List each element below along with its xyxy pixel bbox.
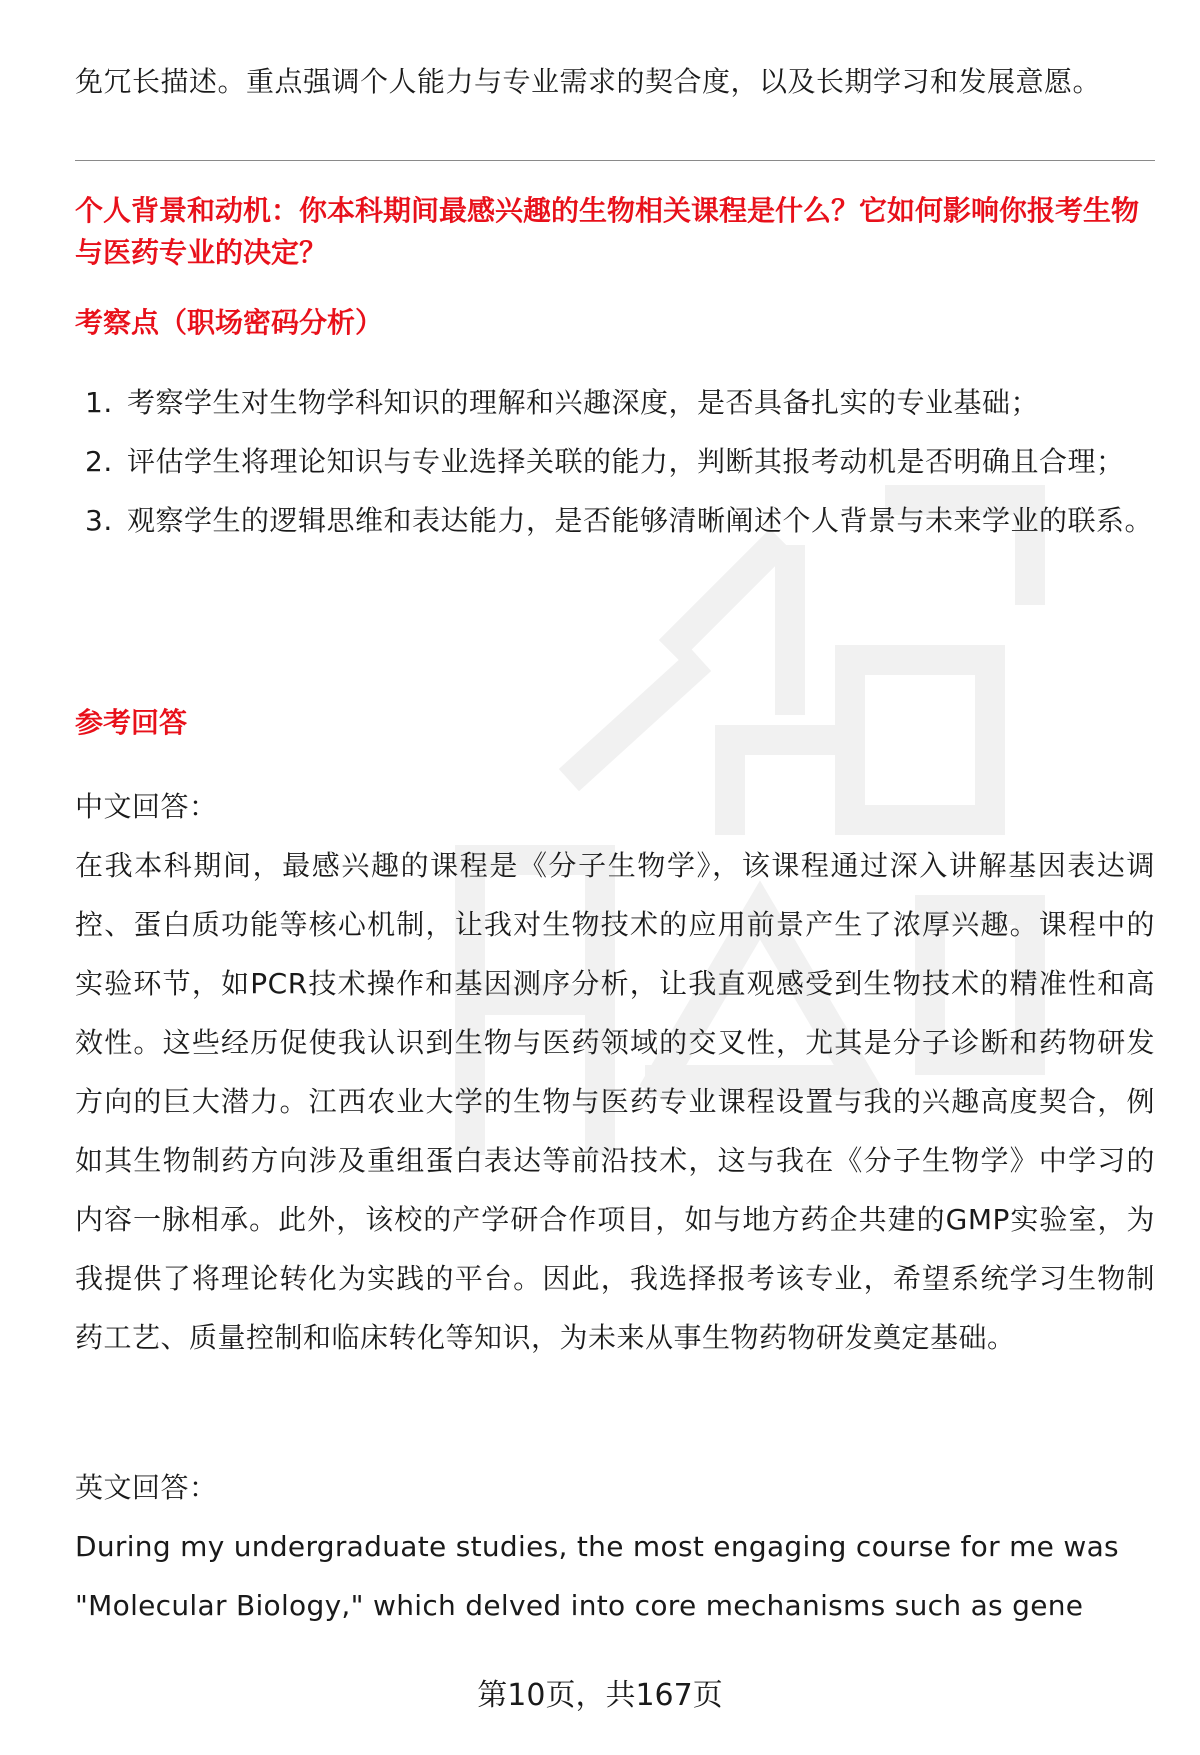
chinese-answer-label: 中文回答： <box>75 790 218 823</box>
list-item-text: 考察学生对生物学科知识的理解和兴趣深度，是否具备扎实的专业基础； <box>127 386 1040 419</box>
list-item <box>75 373 1155 432</box>
list-item-number: 1. <box>85 386 113 419</box>
focus-points-list <box>75 373 1155 550</box>
intro-paragraph: 免冗长描述。重点强调个人能力与专业需求的契合度，以及长期学习和发展意愿。 <box>75 65 1102 98</box>
chinese-answer-paragraph: 在我本科期间，最感兴趣的课程是《分子生物学》，该课程通过深入讲解基因表达调控、蛋白质功能等核心机制，让我对生物技术的应用前景产生了浓厚兴趣。课程中的实验环节，如PCR技术操作和基因测序分析，让我直观感受到生物技术的精准性和高效性。这些经历促使我认识到生物与医药领域的交叉性，尤其是分子诊断和药物研发方向的巨大潜力。江西农业大学的生物与医药专业课程设置与我的兴趣高度契合，例如其生物制药方向涉及重组蛋白表达等前沿技术，这与我在《分子生物学》中学习的内容一脉相承。此外，该校的产学研合作项目，如与地方药企共建的GMP实验室，为我提供了将理论转化为实践的平台。因此，我选择报考该专业，希望系统学习生物制药工艺、质量控制和临床转化等知识，为未来从事生物药物研发奠定基础。 <box>75 849 1155 1354</box>
answer-heading: 参考回答 <box>75 706 188 739</box>
focus-heading: 考察点（职场密码分析） <box>75 306 384 339</box>
list-item-number: 2. <box>85 445 113 478</box>
page-number-footer: 第10页，共167页 <box>477 1678 723 1713</box>
english-answer-label: 英文回答： <box>75 1471 218 1504</box>
english-answer-paragraph: During my undergraduate studies, the most engaging course for me was "Molecular Biology," which delved into core mechanisms such as gene <box>75 1530 1119 1622</box>
list-item <box>75 491 1155 550</box>
section-divider <box>75 160 1155 161</box>
list-item-number: 3. <box>85 504 113 537</box>
list-item-text: 评估学生将理论知识与专业选择关联的能力，判断其报考动机是否明确且合理； <box>127 445 1125 478</box>
list-item-text: 观察学生的逻辑思维和表达能力，是否能够清晰阐述个人背景与未来学业的联系。 <box>127 504 1154 537</box>
list-item <box>75 432 1155 491</box>
question-heading: 个人背景和动机：你本科期间最感兴趣的生物相关课程是什么？它如何影响你报考生物与医药专业的决定？ <box>75 194 1140 269</box>
